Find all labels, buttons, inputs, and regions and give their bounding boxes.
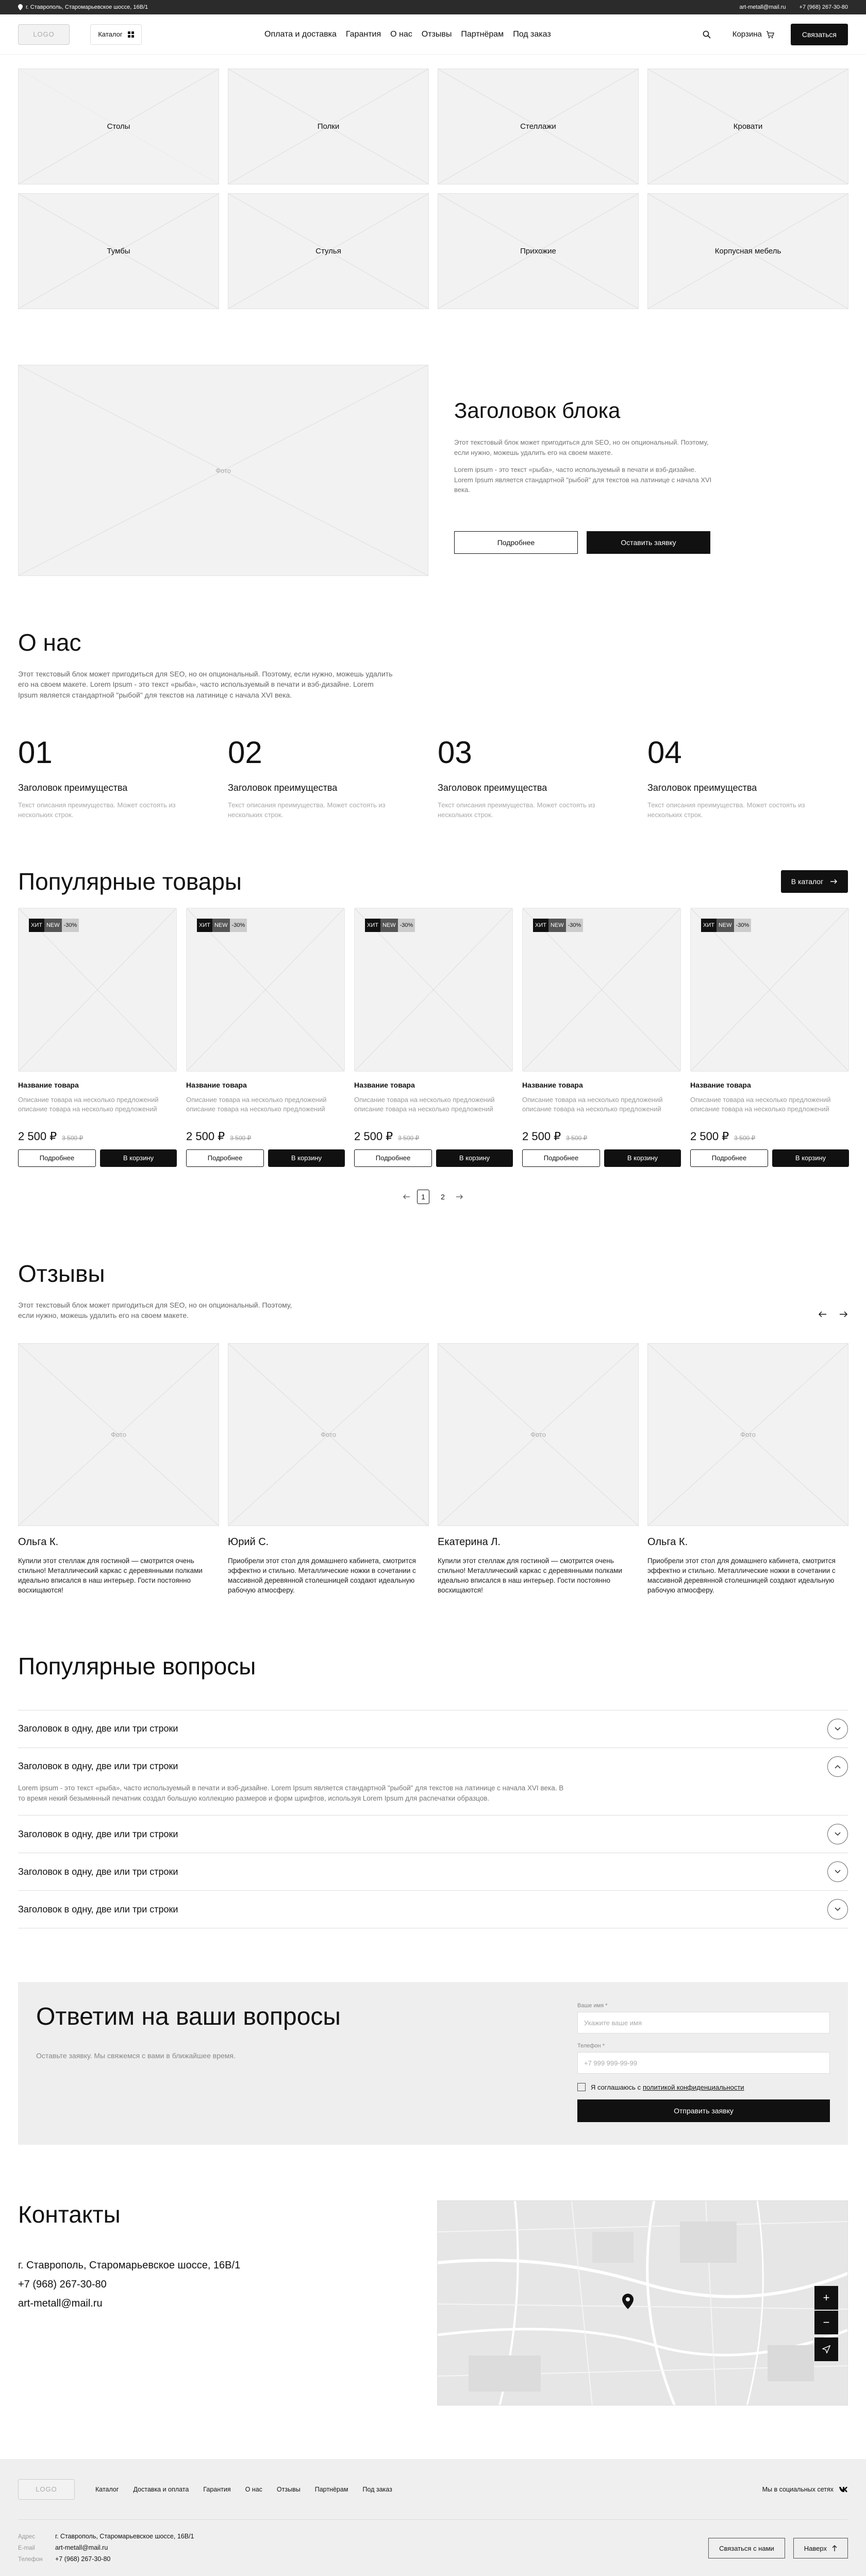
product-card[interactable]: [186, 908, 345, 1167]
product-name[interactable]: Название товара: [690, 1080, 751, 1089]
nav-warranty[interactable]: Гарантия: [345, 29, 381, 39]
category-card[interactable]: [228, 69, 429, 184]
product-photo[interactable]: [354, 908, 513, 1072]
faq-list: [0, 1710, 866, 1929]
advantages: [0, 737, 866, 820]
reviews-section: [0, 1260, 866, 1596]
faq-answer: Lorem ipsum - это текст «рыба», часто используемый в печати и вэб-дизайне. Lorem Ipsum является стандартной "рыбой" для текстов на латинице с начала XVI века. В то время некий безымянный печатник создал большую коллекцию размеров и форм шрифтов, используя Lorem Ipsum для распечатки образцов.: [18, 1784, 564, 1802]
footer-row-value[interactable]: +7 (968) 267-30-80: [55, 2555, 111, 2563]
cart-label: Корзина: [732, 30, 762, 39]
review-photo: [228, 1343, 429, 1526]
footer-row-label: Адрес: [18, 2534, 35, 2540]
faq-question-row[interactable]: [18, 1748, 848, 1785]
review-text: Приобрели этот стол для домашнего кабинета, смотрится эффектно и стильно. Металлические ножки в сочетании с массивной деревянной столешницей создают идеальную рабочую атмосферу.: [647, 1557, 836, 1594]
add-to-cart-button[interactable]: В корзину: [604, 1149, 681, 1167]
product-more-button[interactable]: Подробнее: [18, 1149, 96, 1167]
consent-checkbox[interactable]: [577, 2083, 586, 2091]
product-card[interactable]: [18, 908, 177, 1167]
review-photo: [438, 1343, 639, 1526]
phone-label: Телефон *: [577, 2043, 605, 2049]
category-card[interactable]: [438, 69, 639, 184]
top-phone-link[interactable]: +7 (968) 267-30-80: [799, 4, 848, 10]
geolocation-icon[interactable]: [814, 2337, 838, 2361]
product-desc: Описание товара на несколько предложений описание товара на несколько предложений: [354, 1095, 495, 1113]
product-old-price: 3 500 ₽: [734, 1134, 756, 1142]
faq-question-row[interactable]: [18, 1816, 848, 1853]
category-label: Тумбы: [107, 247, 130, 256]
footer: [0, 2459, 866, 2576]
faq-question: Заголовок в одну, две или три строки: [18, 1761, 178, 1772]
reviewer-name: Ольга К.: [647, 1536, 688, 1548]
nav-about[interactable]: О нас: [390, 29, 412, 39]
badge-hit: ХИТ: [197, 919, 212, 932]
advantage-desc: Текст описания преимущества. Может состоять из нескольких строк.: [18, 801, 176, 819]
faq-item: [18, 1890, 848, 1928]
logo[interactable]: LOGO: [18, 24, 70, 45]
map-tiles: [438, 2201, 848, 2405]
footer-nav: [95, 2486, 392, 2493]
advantage-desc: Текст описания преимущества. Может состоять из нескольких строк.: [438, 801, 595, 819]
advantage-title: Заголовок преимущества: [438, 782, 547, 793]
reviewer-name: Екатерина Л.: [438, 1536, 501, 1548]
advantage-item: [647, 737, 848, 820]
product-price: 2 500 ₽: [690, 1129, 729, 1143]
consent-text: Я соглашаюсь с: [591, 2083, 641, 2091]
page-number[interactable]: 1: [417, 1190, 429, 1204]
slider-prev-icon[interactable]: [818, 1311, 826, 1317]
slider-next-icon[interactable]: [840, 1311, 848, 1317]
to-catalog-button[interactable]: [781, 870, 848, 893]
add-to-cart-button[interactable]: В корзину: [268, 1149, 345, 1167]
advantage-title: Заголовок преимущества: [18, 782, 128, 793]
category-label: Стулья: [315, 247, 341, 256]
badge-discount: -30%: [734, 919, 752, 932]
product-name[interactable]: Название товара: [18, 1080, 79, 1089]
product-more-button[interactable]: Подробнее: [186, 1149, 264, 1167]
faq-item: [18, 1710, 848, 1748]
review-card: [228, 1343, 429, 1596]
product-photo[interactable]: [690, 908, 849, 1072]
reviews-title: Отзывы: [18, 1260, 105, 1287]
review-card: [18, 1343, 219, 1596]
reviewer-name: Юрий С.: [228, 1536, 269, 1548]
badge-new: NEW: [212, 919, 230, 932]
product-name[interactable]: Название товара: [186, 1080, 247, 1089]
review-list: [0, 1343, 866, 1596]
advantage-title: Заголовок преимущества: [228, 782, 338, 793]
footer-nav-item[interactable]: О нас: [245, 2485, 262, 2493]
photo-placeholder-text: Фото: [215, 466, 231, 474]
nav-reviews[interactable]: Отзывы: [421, 29, 452, 39]
review-card: [438, 1343, 639, 1596]
faq-question-row[interactable]: [18, 1891, 848, 1928]
category-label: Столы: [107, 122, 130, 131]
category-label: Стеллажи: [520, 122, 556, 131]
badge-hit: ХИТ: [701, 919, 717, 932]
about-title: О нас: [18, 629, 81, 656]
badge-hit: ХИТ: [365, 919, 380, 932]
top-address-text: г. Ставрополь, Старомарьевское шоссе, 16В/1: [26, 4, 148, 10]
faq-question: Заголовок в одну, две или три строки: [18, 1828, 178, 1839]
reviews-description: Этот текстовый блок может пригодиться для SEO, но он опциональный. Поэтому, если нужно, можешь удалить его на своем макете.: [18, 1300, 292, 1319]
catalog-button[interactable]: [90, 24, 142, 45]
photo-placeholder-text: Фото: [111, 1431, 126, 1439]
leave-request-button[interactable]: Оставить заявку: [587, 531, 710, 554]
product-old-price: 3 500 ₽: [398, 1134, 420, 1142]
category-card[interactable]: [18, 193, 219, 309]
search-icon[interactable]: [702, 29, 712, 40]
popular-title: Популярные товары: [18, 868, 242, 895]
review-photo: [647, 1343, 848, 1526]
review-card: [647, 1343, 848, 1596]
review-photo: [18, 1343, 219, 1526]
footer-nav-item[interactable]: Отзывы: [276, 2485, 301, 2493]
scroll-top-label: Наверх: [804, 2544, 827, 2552]
product-badges: [533, 919, 583, 932]
map-pin-icon: [622, 2294, 634, 2309]
footer-nav-item[interactable]: Каталог: [95, 2485, 119, 2493]
advantage-number: 03: [438, 735, 472, 770]
scroll-top-button[interactable]: [793, 2538, 848, 2558]
footer-row-label: E-mail: [18, 2545, 35, 2552]
review-text: Купили этот стеллаж для гостиной — смотрится очень стильно! Металлический каркас с деревянными полками идеально вписался в наш интерьер. Гости постоянно восхищаются!: [18, 1557, 203, 1594]
catalog-button-label: Каталог: [98, 30, 123, 38]
top-email-link[interactable]: art-metall@mail.ru: [739, 4, 786, 10]
grid-icon: [128, 31, 134, 38]
name-label: Ваше имя *: [577, 2003, 608, 2009]
chevron-up-icon[interactable]: [827, 1756, 848, 1777]
category-card[interactable]: [647, 69, 848, 184]
add-to-cart-button[interactable]: В корзину: [436, 1149, 513, 1167]
category-label: Полки: [317, 122, 340, 131]
product-card[interactable]: [354, 908, 513, 1167]
advantage-number: 04: [647, 735, 682, 770]
location-pin-icon: [18, 4, 23, 10]
product-list: [0, 908, 866, 1167]
to-catalog-label: В каталог: [791, 877, 824, 886]
product-badges: [29, 919, 79, 932]
product-price: 2 500 ₽: [522, 1129, 561, 1143]
nav-custom[interactable]: Под заказ: [513, 29, 551, 39]
arrow-up-icon: [832, 2545, 837, 2551]
category-card[interactable]: [18, 69, 219, 184]
badge-discount: -30%: [566, 919, 584, 932]
footer-contact-button[interactable]: Связаться с нами: [708, 2538, 785, 2558]
contacts-section: [0, 2200, 866, 2405]
product-name[interactable]: Название товара: [522, 1080, 583, 1089]
badge-new: NEW: [44, 919, 62, 932]
product-photo[interactable]: [522, 908, 681, 1072]
privacy-policy-link[interactable]: политикой конфиденциальности: [642, 2083, 744, 2091]
photo-placeholder-text: Фото: [740, 1431, 756, 1439]
product-price: 2 500 ₽: [186, 1129, 225, 1143]
social-label: Мы в социальных сетях: [762, 2485, 834, 2493]
product-more-button[interactable]: Подробнее: [354, 1149, 432, 1167]
reviewer-name: Ольга К.: [18, 1536, 59, 1548]
category-card[interactable]: [438, 193, 639, 309]
top-address: [18, 4, 148, 10]
category-label: Прихожие: [520, 247, 556, 256]
product-name[interactable]: Название товара: [354, 1080, 415, 1089]
contact-email[interactable]: art-metall@mail.ru: [18, 2298, 103, 2310]
product-desc: Описание товара на несколько предложений описание товара на несколько предложений: [690, 1095, 831, 1113]
footer-row-value[interactable]: art-metall@mail.ru: [55, 2544, 108, 2552]
faq-question-row[interactable]: [18, 1853, 848, 1890]
category-card[interactable]: [647, 193, 848, 309]
form-subtitle: Оставьте заявку. Мы свяжемся с вами в ближайшее время.: [36, 2052, 236, 2060]
block-paragraph: Этот текстовый блок может пригодиться для SEO, но он опциональный. Поэтому, если нужно, можешь удалить его на своем макете.: [454, 438, 709, 456]
advantage-item: [228, 737, 429, 820]
category-card[interactable]: [228, 193, 429, 309]
nav-partners[interactable]: Партнёрам: [461, 29, 504, 39]
header: [0, 14, 866, 55]
top-bar: [0, 0, 866, 14]
product-more-button[interactable]: Подробнее: [522, 1149, 600, 1167]
category-label: Корпусная мебель: [714, 247, 781, 256]
review-text: Приобрели этот стол для домашнего кабинета, смотрится эффектно и стильно. Металлические ножки в сочетании с массивной деревянной столешницей создают идеальную рабочую атмосферу.: [228, 1557, 416, 1594]
chevron-down-icon[interactable]: [827, 1861, 848, 1882]
product-price: 2 500 ₽: [354, 1129, 393, 1143]
nav-delivery[interactable]: Оплата и доставка: [264, 29, 337, 39]
footer-row-value: г. Ставрополь, Старомарьевское шоссе, 16В/1: [55, 2533, 194, 2540]
cart-icon: [766, 30, 774, 39]
zoom-in-icon[interactable]: +: [814, 2286, 838, 2310]
product-old-price: 3 500 ₽: [566, 1134, 588, 1142]
advantage-title: Заголовок преимущества: [647, 782, 757, 793]
zoom-controls: [814, 2286, 838, 2334]
advantage-item: [438, 737, 639, 820]
name-input[interactable]: Укажите ваше имя: [577, 2012, 830, 2033]
page-number[interactable]: 2: [441, 1192, 445, 1201]
footer-nav-item[interactable]: Под заказ: [362, 2485, 392, 2493]
badge-hit: ХИТ: [29, 919, 44, 932]
faq-section: [0, 1652, 866, 1929]
product-card[interactable]: [690, 908, 849, 1167]
product-price: 2 500 ₽: [18, 1129, 57, 1143]
product-badges: [197, 919, 247, 932]
footer-row-label: Телефон: [18, 2556, 43, 2563]
add-to-cart-button[interactable]: В корзину: [100, 1149, 177, 1167]
arrow-right-icon[interactable]: [456, 1194, 463, 1199]
faq-item: [18, 1815, 848, 1853]
faq-question-row[interactable]: [18, 1710, 848, 1748]
more-button[interactable]: Подробнее: [454, 531, 578, 554]
chevron-down-icon[interactable]: [827, 1824, 848, 1844]
advantage-item: [18, 737, 219, 820]
contact-address: г. Ставрополь, Старомарьевское шоссе, 16В/1: [18, 2260, 241, 2272]
popular-products-section: [0, 868, 866, 1204]
product-badges: [365, 919, 415, 932]
block-paragraph: Lorem ipsum - это текст «рыба», часто используемый в печати и вэб-дизайне. Lorem Ipsum является стандартной "рыбой" для текстов на латинице с начала XVI века.: [454, 466, 712, 494]
badge-discount: -30%: [398, 919, 415, 932]
arrow-right-icon: [830, 879, 838, 884]
arrow-left-icon[interactable]: [403, 1194, 410, 1199]
about-section: [0, 629, 866, 820]
badge-discount: -30%: [230, 919, 247, 932]
vk-icon[interactable]: [839, 2486, 848, 2493]
product-photo[interactable]: [186, 908, 345, 1072]
faq-title: Популярные вопросы: [18, 1652, 256, 1680]
product-old-price: 3 500 ₽: [230, 1134, 252, 1142]
main-nav: [264, 30, 551, 39]
photo-placeholder-text: Фото: [321, 1431, 336, 1439]
faq-question: Заголовок в одну, две или три строки: [18, 1866, 178, 1877]
cart-link[interactable]: [732, 30, 774, 39]
photo-placeholder-text: Фото: [530, 1431, 546, 1439]
product-old-price: 3 500 ₽: [62, 1134, 84, 1142]
footer-nav-item[interactable]: Партнёрам: [314, 2485, 348, 2493]
advantage-desc: Текст описания преимущества. Может состоять из нескольких строк.: [228, 801, 386, 819]
text-block-section: [0, 365, 866, 576]
about-description: Этот текстовый блок может пригодиться для SEO, но он опциональный. Поэтому, если нужно, можешь удалить его на своем макете. Lorem Ipsum - это текст «рыба», часто используемый в печати и вэб-дизайне. Lorem Ipsum является стандартной "рыбой" для текстов на латинице с начала XVI века.: [18, 670, 393, 699]
consent-checkbox-row: [577, 2083, 830, 2091]
footer-nav-item[interactable]: Доставка и оплата: [133, 2485, 189, 2493]
faq-item: [18, 1748, 848, 1816]
block-photo: [18, 365, 428, 576]
contact-phone[interactable]: +7 (968) 267-30-80: [18, 2279, 107, 2291]
map[interactable]: [437, 2200, 848, 2405]
form-title: Ответим на ваши вопросы: [36, 2003, 341, 2031]
advantage-number: 02: [228, 735, 262, 770]
faq-item: [18, 1853, 848, 1890]
contacts-title: Контакты: [18, 2201, 121, 2228]
footer-logo[interactable]: LOGO: [18, 2479, 75, 2500]
product-desc: Описание товара на несколько предложений описание товара на несколько предложений: [522, 1095, 663, 1113]
product-badges: [701, 919, 751, 932]
product-desc: Описание товара на несколько предложений описание товара на несколько предложений: [186, 1095, 327, 1113]
badge-discount: -30%: [62, 919, 79, 932]
review-text: Купили этот стеллаж для гостиной — смотрится очень стильно! Металлический каркас с деревянными полками идеально вписался в наш интерьер. Гости постоянно восхищаются!: [438, 1557, 622, 1594]
category-grid: [0, 69, 866, 309]
faq-question: Заголовок в одну, две или три строки: [18, 1723, 178, 1734]
advantage-number: 01: [18, 735, 53, 770]
block-title: Заголовок блока: [454, 398, 621, 422]
request-form: [577, 2003, 830, 2124]
product-photo[interactable]: [18, 908, 177, 1072]
badge-new: NEW: [717, 919, 734, 932]
zoom-out-icon[interactable]: −: [814, 2311, 838, 2334]
chevron-down-icon[interactable]: [827, 1719, 848, 1739]
product-desc: Описание товара на несколько предложений описание товара на несколько предложений: [18, 1095, 159, 1113]
phone-input[interactable]: +7 999 999-99-99: [577, 2052, 830, 2074]
badge-hit: ХИТ: [533, 919, 548, 932]
footer-contacts: [18, 2531, 194, 2565]
add-to-cart-button[interactable]: В корзину: [772, 1149, 849, 1167]
faq-question: Заголовок в одну, две или три строки: [18, 1904, 178, 1914]
footer-nav-item[interactable]: Гарантия: [203, 2485, 231, 2493]
request-form-section: [18, 1982, 848, 2145]
contact-button[interactable]: Связаться: [791, 24, 848, 45]
badge-new: NEW: [380, 919, 398, 932]
product-card[interactable]: [522, 908, 681, 1167]
product-more-button[interactable]: Подробнее: [690, 1149, 768, 1167]
advantage-desc: Текст описания преимущества. Может состоять из нескольких строк.: [647, 801, 805, 819]
category-label: Кровати: [733, 122, 763, 131]
pagination: [0, 1190, 866, 1204]
badge-new: NEW: [548, 919, 566, 932]
submit-button[interactable]: Отправить заявку: [577, 2099, 830, 2122]
chevron-down-icon[interactable]: [827, 1899, 848, 1920]
